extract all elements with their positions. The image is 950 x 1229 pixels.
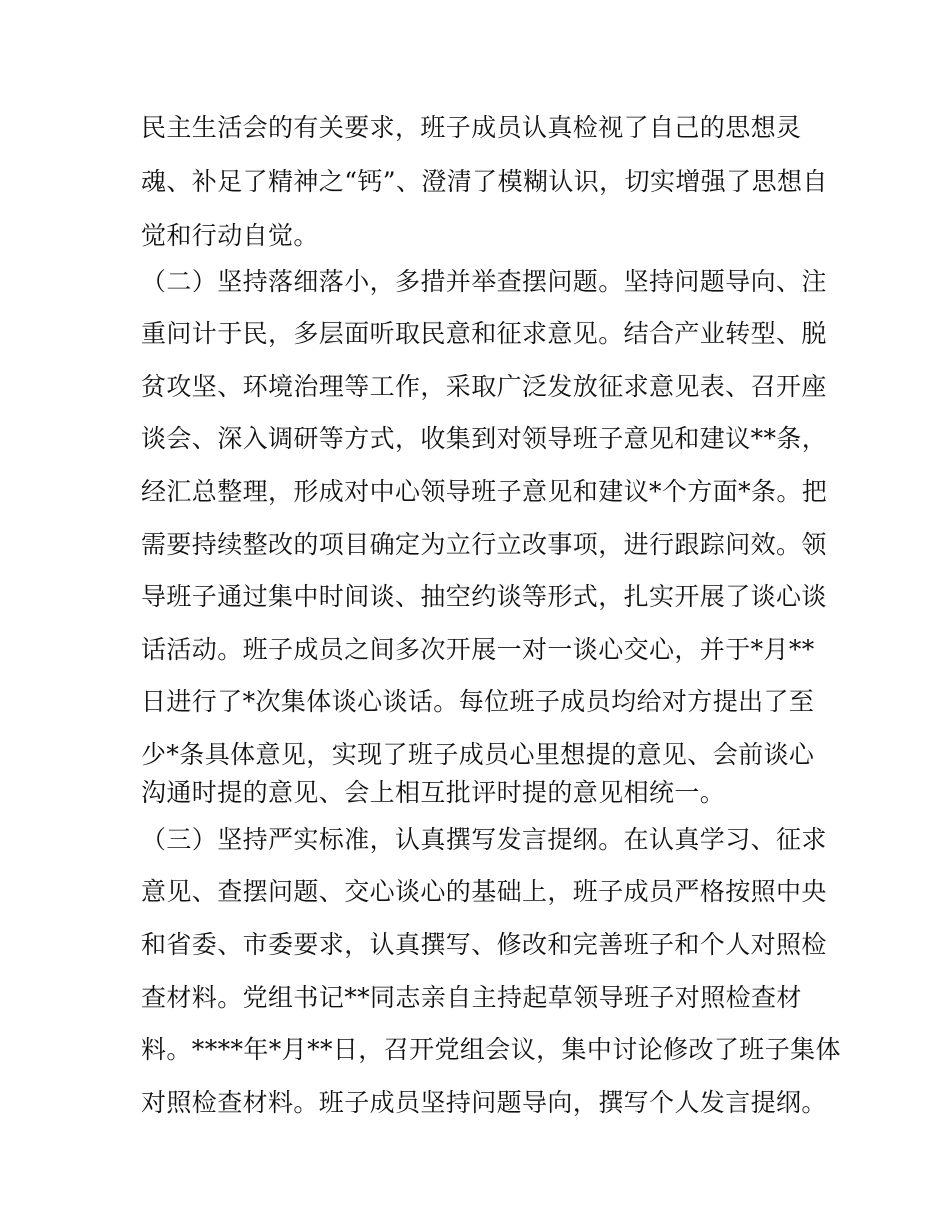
text-line: 少*条具体意见，实现了班子成员心里想提的意见、会前谈心: [141, 740, 815, 769]
text-line: 对照检查材料。班子成员坚持问题导向，撰写个人发言提纲。: [141, 1088, 827, 1117]
text-line: 谈会、深入调研等方式，收集到对领导班子意见和建议**条，: [141, 424, 828, 453]
text-line: 导班子通过集中时间谈、抽空约谈等形式，扎实开展了谈心谈: [141, 582, 827, 611]
text-line: 料。****年*月**日，召开党组会议，集中讨论修改了班子集体: [141, 1035, 841, 1064]
text-line: 话活动。班子成员之间多次开展一对一谈心交心，并于*月**: [141, 635, 815, 664]
text-line: 和省委、市委要求，认真撰写、修改和完善班子和个人对照检: [141, 930, 827, 959]
text-line: 经汇总整理，形成对中心领导班子意见和建议*个方面*条。把: [141, 477, 828, 506]
text-line: 意见、查摆问题、交心谈心的基础上，班子成员严格按照中央: [141, 877, 827, 906]
text-line: 觉和行动自觉。: [141, 221, 319, 250]
text-line: （三）坚持严实标准，认真撰写发言提纲。在认真学习、征求: [141, 825, 827, 854]
text-line: 贫攻坚、环境治理等工作，采取广泛发放征求意见表、召开座: [141, 372, 827, 401]
text-line: 沟通时提的意见、会上相互批评时提的意见相统一。: [141, 778, 726, 807]
text-line: 需要持续整改的项目确定为立行立改事项，进行跟踪问效。领: [141, 530, 827, 559]
text-line: 民主生活会的有关要求，班子成员认真检视了自己的思想灵: [141, 113, 802, 142]
text-line: 查材料。党组书记**同志亲自主持起草领导班子对照检查材: [141, 983, 802, 1012]
text-line: （二）坚持落细落小，多措并举查摆问题。坚持问题导向、注: [141, 267, 827, 296]
text-line: 日进行了*次集体谈心谈话。每位班子成员均给对方提出了至: [141, 687, 815, 716]
text-line: 重问计于民，多层面听取民意和征求意见。结合产业转型、脱: [141, 319, 827, 348]
text-line: 魂、补足了精神之“钙”、澄清了模糊认识，切实增强了思想自: [141, 167, 828, 196]
